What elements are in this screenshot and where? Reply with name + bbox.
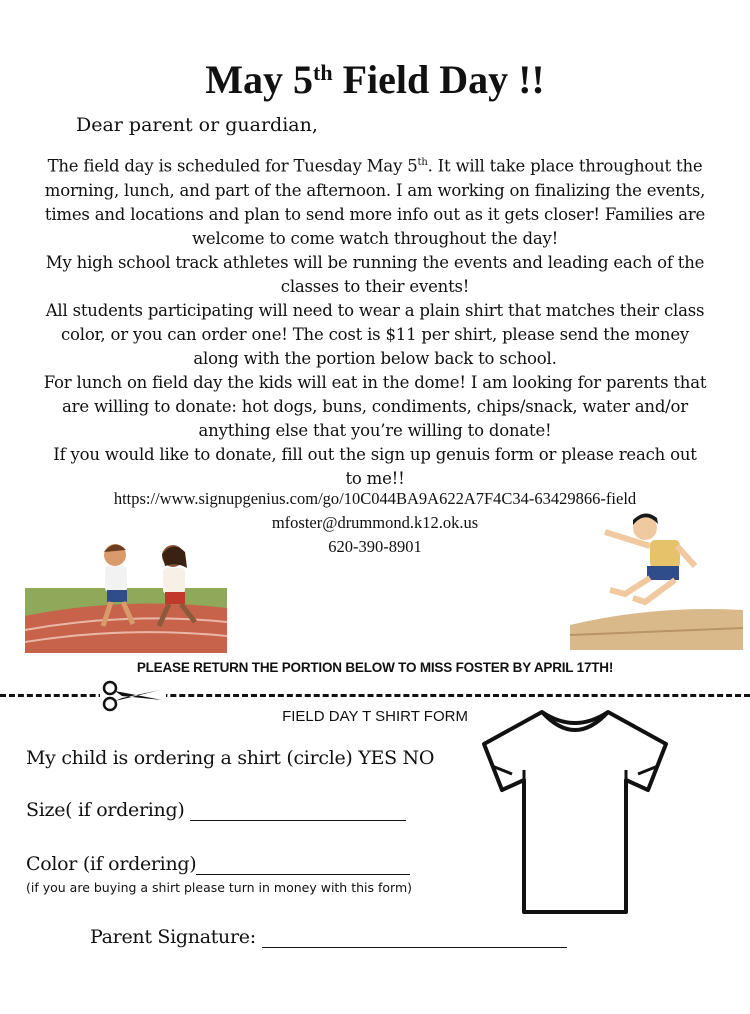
email[interactable]: mfoster@drummond.k12.ok.us <box>271 513 479 532</box>
letter-line: All students participating will need to wear a plain shirt that matches their class <box>45 300 705 320</box>
letter-line: color, or you can order one! The cost is $11 per shirt, please send the money <box>60 324 690 344</box>
t-shirt-icon <box>480 708 670 918</box>
letter-line: morning, lunch, and part of the afternoon. I am working on finalizing the events, <box>44 180 706 200</box>
letter-line: to me!! <box>345 468 405 488</box>
letter-line: times and locations and plan to send more info out as it gets closer! Families are <box>44 204 706 224</box>
greeting: Dear parent or guardian, <box>76 114 318 136</box>
letter-line: are willing to donate: hot dogs, buns, condiments, chips/snack, water and/or <box>62 396 688 416</box>
color-blank[interactable] <box>196 856 410 875</box>
letter-line: along with the portion below back to school. <box>193 348 557 368</box>
money-note: (if you are buying a shirt please turn in money with this form) <box>26 880 413 895</box>
page-title: May 5th Field Day !! <box>205 57 545 102</box>
order-question: My child is ordering a shirt (circle) YES NO <box>26 747 435 769</box>
letter-body <box>20 151 730 491</box>
runners-illustration <box>25 538 227 653</box>
form-title: FIELD DAY T SHIRT FORM <box>282 708 468 725</box>
letter-line: If you would like to donate, fill out the sign up genuis form or please reach out <box>53 444 697 464</box>
signature-field[interactable]: Parent Signature: <box>90 926 567 948</box>
letter-line: classes to their events! <box>280 276 470 296</box>
letter-line: welcome to come watch throughout the day! <box>191 228 559 248</box>
letter-line: My high school track athletes will be running the events and leading each of the <box>45 252 705 272</box>
letter-line: For lunch on field day the kids will eat in the dome! I am looking for parents that <box>43 372 707 392</box>
return-notice: PLEASE RETURN THE PORTION BELOW TO MISS FOSTER BY APRIL 17TH! <box>136 660 614 675</box>
long-jumper-illustration <box>565 510 745 650</box>
signature-blank[interactable] <box>262 929 567 948</box>
size-field[interactable]: Size( if ordering) <box>26 799 406 821</box>
signup-link[interactable]: https://www.signupgenius.com/go/10C044BA9A622A7F4C34-63429866-field <box>113 489 637 508</box>
letter-line: anything else that you’re willing to donate! <box>198 420 552 440</box>
color-field[interactable]: Color (if ordering) <box>26 853 410 875</box>
letter-line: The field day is scheduled for Tuesday May 5th. It will take place throughout the <box>47 156 703 176</box>
size-blank[interactable] <box>190 802 406 821</box>
phone: 620-390-8901 <box>328 537 422 556</box>
